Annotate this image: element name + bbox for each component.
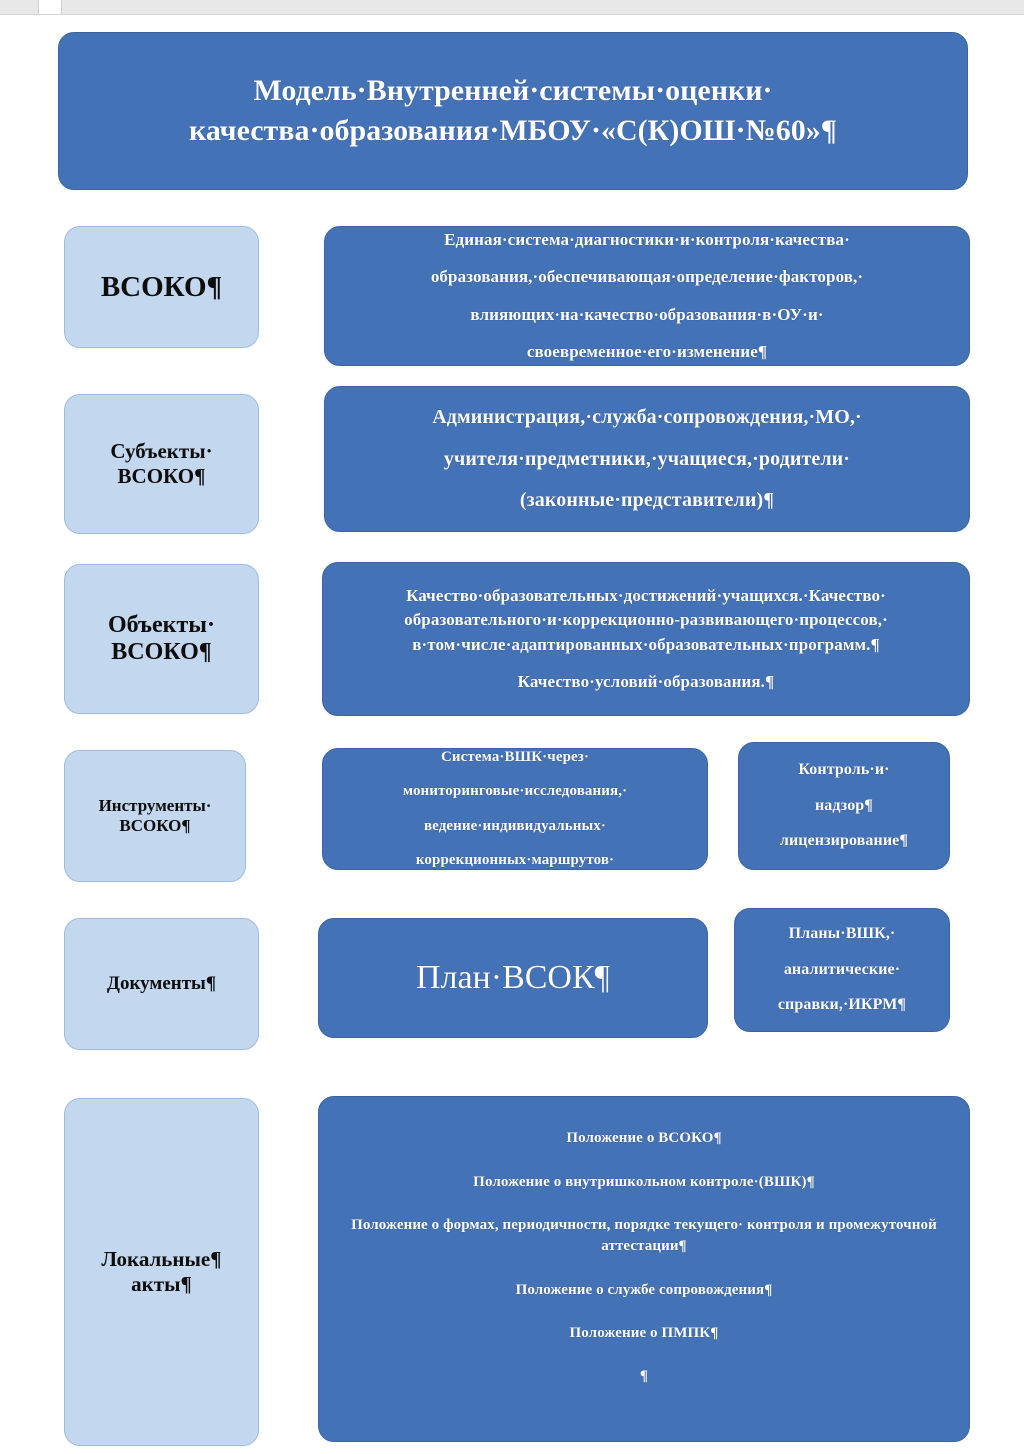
text-paragraph: Положение о формах, периодичности, порядке текущего· контроля и промежуточной аттестации¶	[351, 1217, 937, 1255]
row-value-subjects	[324, 386, 970, 532]
text-line: ведение·индивидуальных·	[423, 817, 607, 834]
text-line: коррекционных·маршрутов·	[415, 851, 615, 868]
text-paragraph: Положение о службе сопровождения¶	[515, 1281, 773, 1298]
text-line: учителя·предметники,·учащиеся,·родители·	[443, 447, 851, 470]
page-tab-marker	[38, 0, 62, 14]
text-line: справки,·ИКРМ¶	[777, 996, 907, 1014]
text-paragraph: Качество·условий·образования.¶	[517, 671, 775, 691]
row-label-local-acts: Локальные¶ акты¶	[64, 1098, 259, 1446]
row-label-vsoko: ВСОКО¶	[64, 226, 259, 348]
text-paragraph: Положение о внутришкольном контроле·(ВШК)¶	[473, 1173, 815, 1190]
text-line: Администрация,·служба·сопровождения,·МО,·	[432, 406, 862, 429]
text-paragraph: Положение о ПМПК¶	[569, 1324, 719, 1341]
window-top-strip	[0, 0, 1024, 15]
text-line: Планы·ВШК,·	[788, 924, 896, 942]
diagram-title: Модель·Внутренней·системы·оценки· качества·образования·МБОУ·«С(К)ОШ·№60»¶	[58, 32, 968, 190]
text-line: Контроль·и·	[798, 760, 890, 778]
row-value-local-acts	[318, 1096, 970, 1442]
text-line: влияющих·на·качество·образования·в·ОУ·и·	[470, 304, 824, 324]
text-line: аналитические·	[783, 960, 901, 978]
row-label-subjects: Субъекты· ВСОКО¶	[64, 394, 259, 534]
row-value-plan-vsok: План·ВСОК¶	[318, 918, 708, 1038]
text-paragraph: Положение о ВСОКО¶	[566, 1130, 722, 1147]
row-value-control-supervision	[738, 742, 950, 870]
row-label-documents: Документы¶	[64, 918, 259, 1050]
text-line: своевременное·его·изменение¶	[526, 341, 768, 361]
text-line: Единая·система·диагностики·и·контроля·качества·	[444, 230, 850, 250]
row-value-plans-vshk	[734, 908, 950, 1032]
text-paragraph: Качество·образовательных·достижений·учащихся.·Качество· образовательного·и·коррекционно-развивающего·процессов,· в·том·числе·адаптированных·образовательных·программ.¶	[404, 586, 888, 654]
row-label-objects: Объекты· ВСОКО¶	[64, 564, 259, 714]
row-value-vsoko	[324, 226, 970, 366]
text-line: Система·ВШК·через·	[440, 748, 590, 765]
text-line: мониторинговые·исследования,·	[402, 783, 628, 800]
row-label-instruments: Инструменты· ВСОКО¶	[64, 750, 246, 882]
row-value-instruments	[322, 748, 708, 870]
text-line: надзор¶	[814, 796, 874, 814]
text-line: (законные·представители)¶	[519, 489, 775, 512]
text-line: образования,·обеспечивающая·определение·факторов,·	[430, 267, 864, 287]
row-value-objects	[322, 562, 970, 716]
text-paragraph: ¶	[639, 1368, 649, 1385]
text-line: лицензирование¶	[779, 832, 909, 850]
